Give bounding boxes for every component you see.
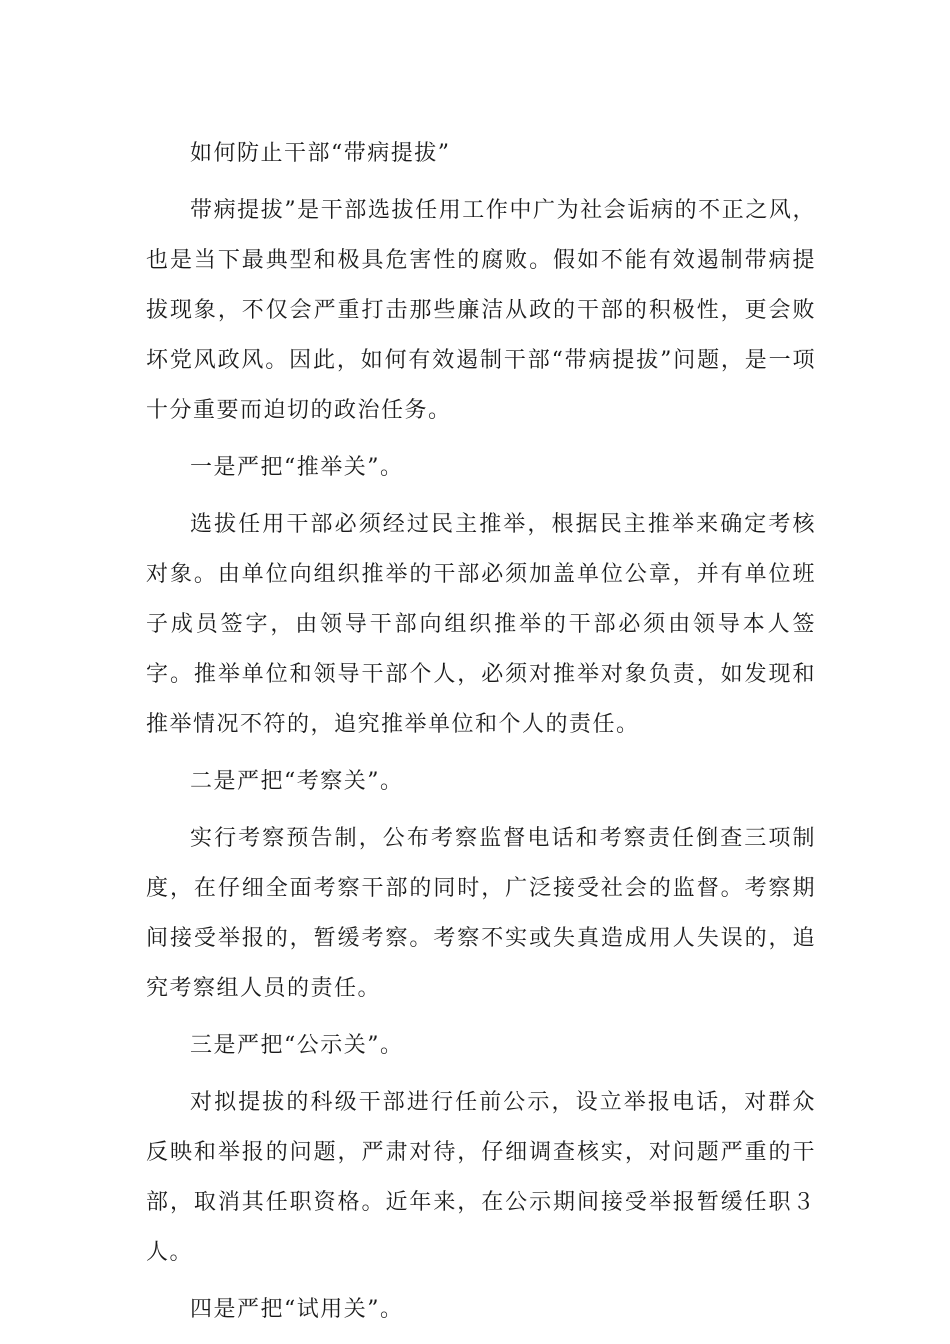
section-paragraph-3: 对拟提拔的科级干部进行任前公示，设立举报电话，对群众反映和举报的问题，严肃对待，仔细调查核实，对问题严重的干部，取消其任职资格。近年来，在公示期间接受举报暂缓任职３人。 xyxy=(146,1090,816,1265)
section-heading-4: 四是严把“试用关”。 xyxy=(190,1297,404,1322)
section-heading-1: 一是严把“推举关”。 xyxy=(190,455,404,480)
document-body xyxy=(146,129,816,1342)
intro-paragraph: 带病提拔”是干部选拔任用工作中广为社会诟病的不正之风，也是当下最典型和极具危害性的腐败。假如不能有效遏制带病提拔现象，不仅会严重打击那些廉洁从政的干部的积极性，更会败坏党风政风。因此，如何有效遏制干部“带病提拔”问题，是一项十分重要而迫切的政治任务。 xyxy=(146,198,816,423)
section-heading-3: 三是严把“公示关”。 xyxy=(190,1033,404,1058)
document-title: 如何防止干部“带病提拔” xyxy=(190,141,451,166)
section-paragraph-1: 选拔任用干部必须经过民主推举，根据民主推举来确定考核对象。由单位向组织推举的干部必须加盖单位公章，并有单位班子成员签字，由领导干部向组织推举的干部必须由领导本人签字。推举单位和领导干部个人，必须对推举对象负责，如发现和推举情况不符的，追究推举单位和个人的责任。 xyxy=(146,512,816,737)
section-heading-2: 二是严把“考察关”。 xyxy=(190,769,404,794)
section-paragraph-2: 实行考察预告制，公布考察监督电话和考察责任倒查三项制度，在仔细全面考察干部的同时，广泛接受社会的监督。考察期间接受举报的，暂缓考察。考察不实或失真造成用人失误的，追究考察组人员的责任。 xyxy=(146,826,816,1001)
